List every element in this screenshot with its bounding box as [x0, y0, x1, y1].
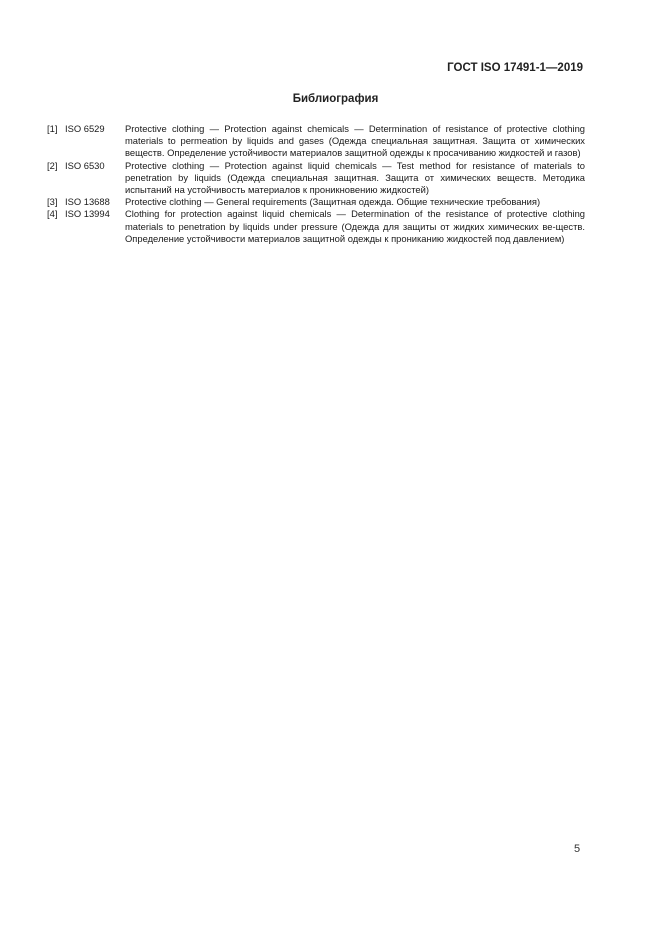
entry-standard-code: ISO 13994: [65, 208, 110, 220]
document-header-code: ГОСТ ISO 17491-1—2019: [447, 62, 583, 74]
entry-standard-code: ISO 6530: [65, 159, 105, 171]
entry-number: [2]: [47, 159, 58, 171]
entry-number: [3]: [47, 196, 58, 208]
bibliography-list: [47, 123, 585, 245]
entry-text: Clothing for protection against liquid chemicals — Determination of the resistance of protective clothing materials to penetration by liquids under pressure (Одежда для защиты от жидких химических ве-ществ. Определение устойчивости материалов защитной одежды к прониканию жидкостей под давлением): [125, 208, 585, 244]
bibliography-entry: [47, 123, 585, 160]
bibliography-entry: [47, 208, 585, 245]
entry-text: Protective clothing — Protection against liquid chemicals — Test method for resistance of materials to penetration by liquids (Одежда специальная защитная. Защита от химических веществ. Методика испытаний на устойчивость материалов к проникновению жидкостей): [125, 159, 585, 196]
section-title: Библиография: [292, 93, 379, 105]
bibliography-entry: [47, 196, 585, 208]
entry-standard-code: ISO 6529: [65, 123, 105, 134]
entry-standard-code: ISO 13688: [65, 196, 110, 208]
bibliography-entry: [47, 160, 585, 197]
entry-number: [1]: [47, 123, 58, 134]
entry-text: Protective clothing — General requirements (Защитная одежда. Общие технические требования): [125, 196, 541, 208]
entry-number: [4]: [47, 208, 58, 220]
page-number: 5: [574, 843, 581, 855]
entry-text: Protective clothing — Protection against chemicals — Determination of resistance of protective clothing materials to permeation by liquids and gases (Одежда специальная защитная. Защита от химических веществ. Определение устойчивости материалов защитной одежды к просачиванию жидкостей и газов): [125, 123, 585, 159]
